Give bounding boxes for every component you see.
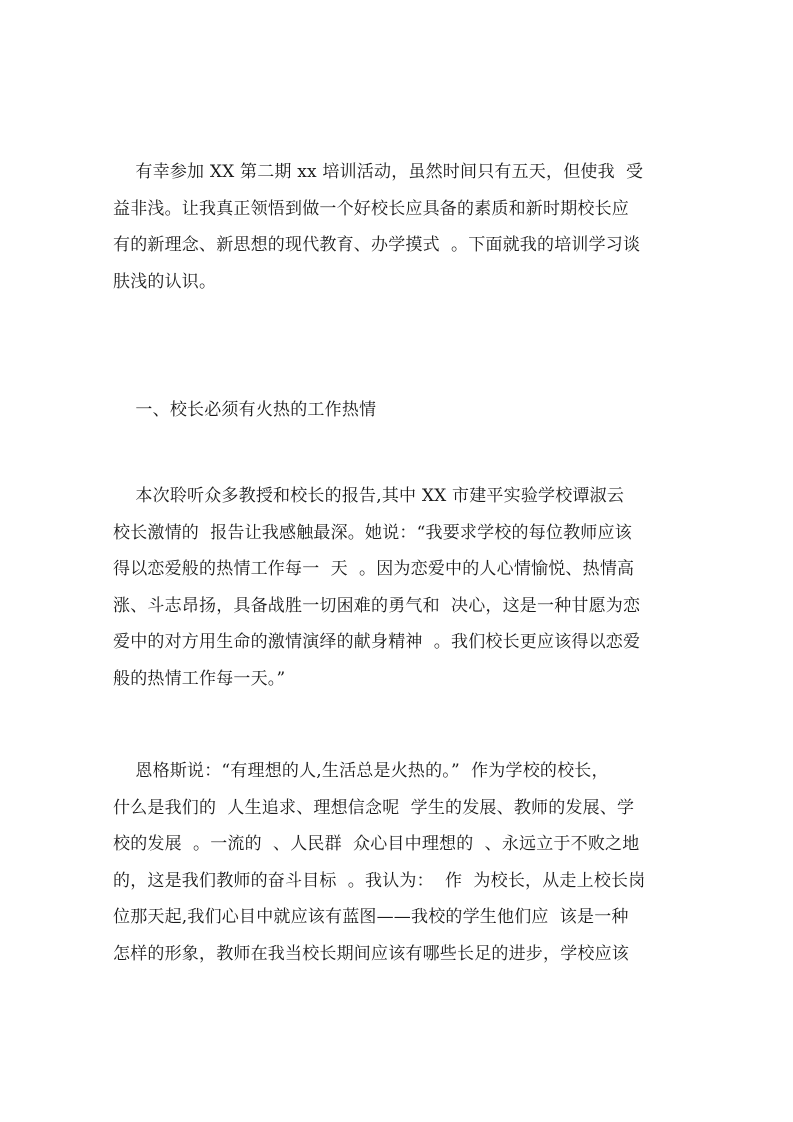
text-line: 有的新理念、新思想的现代教育、办学摸式 。下面就我的培训学习谈 [113, 235, 641, 255]
paragraph-report [113, 478, 683, 697]
text-line: 有幸参加 XX 第二期 xx 培训活动，虽然时间只有五天，但使我 受 [113, 162, 644, 182]
text-line: 本次聆听众多教授和校长的报告,其中 XX 市建平实验学校谭淑云 [113, 486, 625, 506]
text-line: 爱中的对方用生命的激情演绎的献身精神 。我们校长更应该得以恋爱 [113, 632, 641, 652]
text-line: 得以恋爱般的热情工作每一 天 。因为恋爱中的人心情愉悦、热情高 [113, 559, 635, 579]
text-line: 校长激情的 报告让我感触最深。她说：“我要求学校的每位教师应该 [113, 522, 632, 543]
text-line: 的，这是我们教师的奋斗目标 。我认为： 作 为校长，从走上校长岗 [113, 870, 646, 891]
text-line: 肤浅的认识。 [113, 271, 217, 292]
text-line: 怎样的形象，教师在我当校长期间应该有哪些长足的进步，学校应该 [113, 943, 629, 964]
heading-text: 一、校长必须有火热的工作热情 [113, 400, 377, 420]
paragraph-engels [113, 753, 683, 972]
section-heading [113, 392, 683, 429]
text-line: 益非浅。让我真正领悟到做一个好校长应具备的素质和新时期校长应 [113, 198, 629, 219]
text-line: 恩格斯说：“有理想的人,生活总是火热的。” 作为学校的校长， [113, 761, 609, 781]
text-line: 校的发展 。一流的 、人民群 众心目中理想的 、永远立于不败之地 [113, 834, 640, 854]
text-line: 什么是我们的 人生追求、理想信念呢 学生的发展、教师的发展、学 [113, 797, 635, 818]
text-line: 位那天起,我们心目中就应该有蓝图——我校的学生他们应 该是一种 [113, 907, 629, 927]
paragraph-intro [113, 154, 683, 300]
text-line: 般的热情工作每一天。” [113, 668, 286, 689]
text-line: 涨、斗志昂扬，具备战胜一切困难的勇气和 决心，这是一种甘愿为恋 [113, 595, 641, 616]
